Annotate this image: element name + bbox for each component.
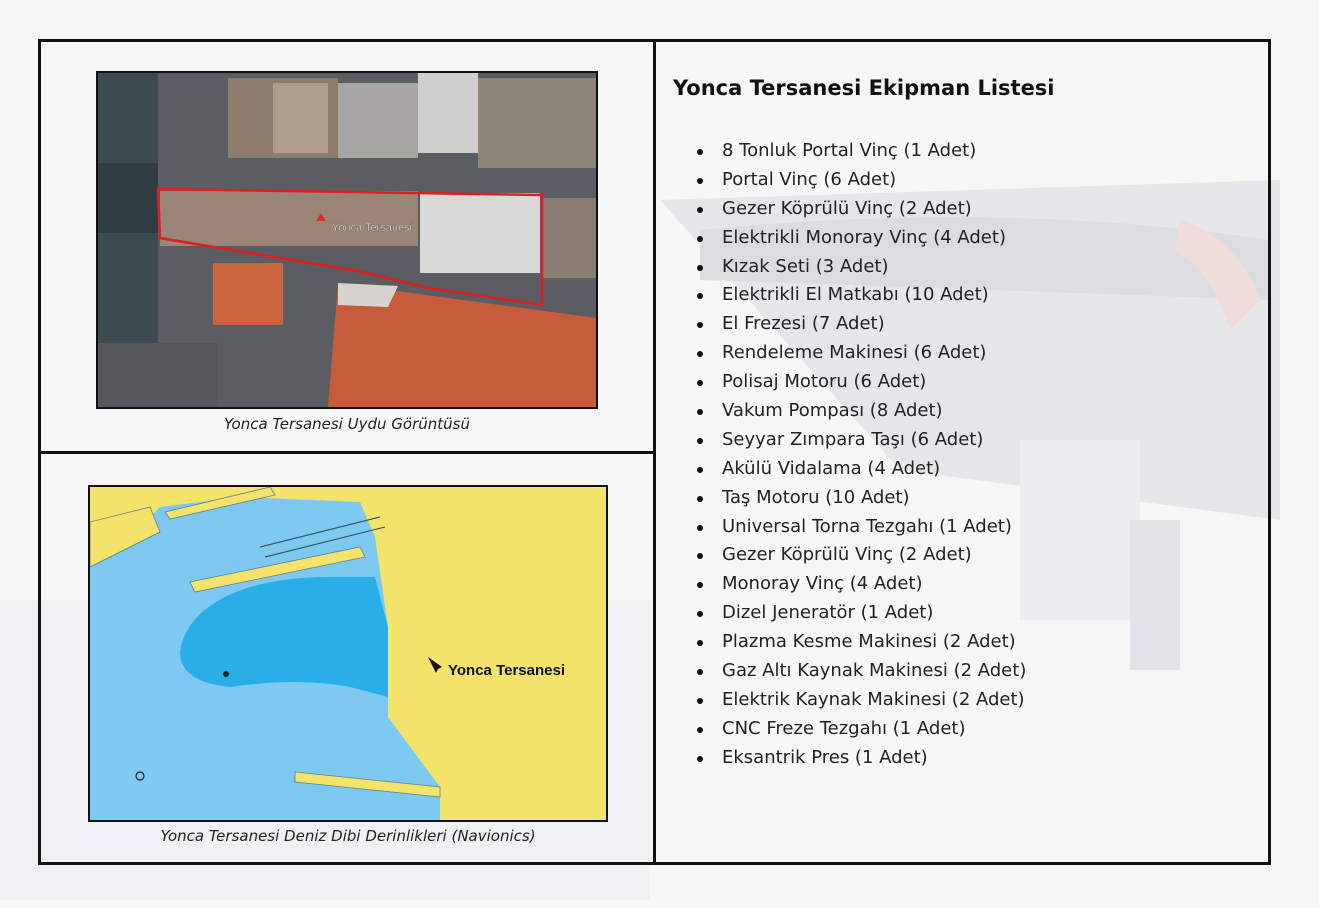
equipment-list-title: Yonca Tersanesi Ekipman Listesi [673,76,1055,100]
list-item: Taş Motoru (10 Adet) [672,484,1026,513]
horizontal-divider [38,451,654,454]
nautical-chart-image [88,485,608,822]
nautical-caption: Yonca Tersanesi Deniz Dibi Derinlikleri (Navionics) [160,827,536,845]
list-item: Polisaj Motoru (6 Adet) [672,368,1026,397]
list-item: 8 Tonluk Portal Vinç (1 Adet) [672,137,1026,166]
list-item: Vakum Pompası (8 Adet) [672,397,1026,426]
equipment-list [672,137,1026,773]
list-item: Gezer Köprülü Vinç (2 Adet) [672,541,1026,570]
satellite-map [98,73,596,407]
satellite-image [96,71,598,409]
list-item: Eksantrik Pres (1 Adet) [672,744,1026,773]
list-item: Elektrik Kaynak Makinesi (2 Adet) [672,686,1026,715]
list-item: Universal Torna Tezgahı (1 Adet) [672,513,1026,542]
nautical-place-label: Yonca Tersanesi [448,662,565,679]
list-item: Portal Vinç (6 Adet) [672,166,1026,195]
satellite-caption: Yonca Tersanesi Uydu Görüntüsü [224,415,470,433]
list-item: Seyyar Zımpara Taşı (6 Adet) [672,426,1026,455]
list-item: Plazma Kesme Makinesi (2 Adet) [672,628,1026,657]
list-item: Akülü Vidalama (4 Adet) [672,455,1026,484]
list-item: Monoray Vinç (4 Adet) [672,570,1026,599]
list-item: Gaz Altı Kaynak Makinesi (2 Adet) [672,657,1026,686]
list-item: CNC Freze Tezgahı (1 Adet) [672,715,1026,744]
nautical-chart [90,487,606,820]
list-item: Gezer Köprülü Vinç (2 Adet) [672,195,1026,224]
list-item: Elektrikli Monoray Vinç (4 Adet) [672,224,1026,253]
list-item: El Frezesi (7 Adet) [672,310,1026,339]
list-item: Kızak Seti (3 Adet) [672,253,1026,282]
list-item: Elektrikli El Matkabı (10 Adet) [672,281,1026,310]
list-item: Rendeleme Makinesi (6 Adet) [672,339,1026,368]
list-item: Dizel Jeneratör (1 Adet) [672,599,1026,628]
satellite-place-label: Yonca Tersanesi [332,222,413,234]
